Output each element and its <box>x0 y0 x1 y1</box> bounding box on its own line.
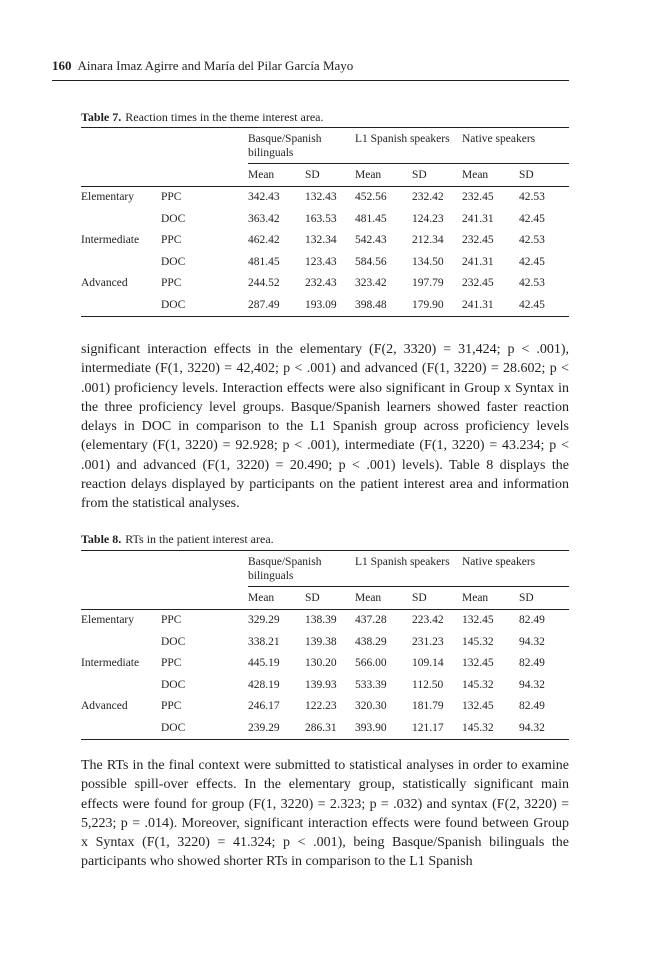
value-cell: 109.14 <box>412 657 444 669</box>
value-cell: 232.42 <box>412 191 444 203</box>
value-cell: 42.53 <box>519 234 545 246</box>
value-cell: 342.43 <box>248 191 280 203</box>
table8-subheader: SD <box>412 587 462 610</box>
value-cell: 452.56 <box>355 191 387 203</box>
body-paragraph-1 <box>81 340 569 514</box>
value-cell: 246.17 <box>248 700 280 712</box>
value-cell: 138.39 <box>305 614 337 626</box>
value-cell: 323.42 <box>355 277 387 289</box>
value-cell: 398.48 <box>355 295 412 317</box>
level-cell: Advanced <box>81 700 128 712</box>
value-cell: 320.30 <box>355 700 387 712</box>
level-cell: Intermediate <box>81 234 140 246</box>
value-cell: 239.29 <box>248 718 305 740</box>
value-cell: 542.43 <box>355 234 387 246</box>
condition-cell: DOC <box>161 255 186 268</box>
header-rule <box>52 80 569 81</box>
level-cell <box>81 718 161 740</box>
condition-cell: PPC <box>161 657 182 669</box>
value-cell: 584.56 <box>355 255 387 268</box>
value-cell: 393.90 <box>355 718 412 740</box>
value-cell: 82.49 <box>519 657 545 669</box>
value-cell: 42.45 <box>519 212 545 225</box>
value-cell: 287.49 <box>248 295 305 317</box>
table8-subheader: Mean <box>355 587 412 610</box>
value-cell: 231.23 <box>412 635 444 648</box>
table7-caption <box>81 110 324 124</box>
value-cell: 566.00 <box>355 657 387 669</box>
value-cell: 462.42 <box>248 234 280 246</box>
table8 <box>81 550 569 740</box>
value-cell: 232.43 <box>305 277 337 289</box>
level-cell <box>81 295 161 317</box>
table7-subheader: Mean <box>248 164 305 187</box>
value-cell: 163.53 <box>305 212 337 225</box>
level-cell <box>81 675 161 697</box>
value-cell: 145.32 <box>462 635 494 648</box>
table7-row <box>81 187 569 209</box>
value-cell: 94.32 <box>519 678 545 691</box>
value-cell: 197.79 <box>412 277 444 289</box>
running-header <box>52 58 569 74</box>
table8-row <box>81 696 569 718</box>
table8-row <box>81 610 569 632</box>
value-cell: 132.45 <box>462 657 494 669</box>
table8-row <box>81 653 569 675</box>
value-cell: 533.39 <box>355 678 387 691</box>
value-cell: 42.45 <box>519 295 569 317</box>
table8-subheader: Mean <box>248 587 305 610</box>
value-cell: 223.42 <box>412 614 444 626</box>
table7-caption-text: Reaction times in the theme interest area. <box>125 110 324 124</box>
value-cell: 232.45 <box>462 191 494 203</box>
condition-cell: PPC <box>161 191 182 203</box>
value-cell: 481.45 <box>355 212 387 225</box>
value-cell: 82.49 <box>519 700 545 712</box>
table7-row <box>81 252 569 274</box>
page-number: 160 <box>52 58 72 73</box>
condition-cell: PPC <box>161 700 182 712</box>
value-cell: 134.50 <box>412 255 444 268</box>
table8-subheader-row <box>81 587 569 610</box>
value-cell: 123.43 <box>305 255 337 268</box>
value-cell: 329.29 <box>248 614 280 626</box>
value-cell: 122.23 <box>305 700 337 712</box>
level-cell: Intermediate <box>81 657 140 669</box>
value-cell: 42.45 <box>519 255 545 268</box>
value-cell: 132.45 <box>462 700 494 712</box>
table8-label: Table 8. <box>81 532 122 546</box>
table7-subheader: SD <box>519 164 569 187</box>
table7-label: Table 7. <box>81 110 122 124</box>
table7-group-header-row <box>81 128 569 164</box>
table7-subheader: SD <box>412 164 462 187</box>
table7-group-header: Native speakers <box>462 128 569 164</box>
value-cell: 124.23 <box>412 212 444 225</box>
value-cell: 121.17 <box>412 718 462 740</box>
table8-subheader: SD <box>305 587 355 610</box>
table8-row <box>81 675 569 697</box>
table8-group-header-row <box>81 551 569 587</box>
table7-subheader: Mean <box>462 164 519 187</box>
level-cell <box>81 632 161 654</box>
table8-group-header: Native speakers <box>462 551 569 587</box>
level-cell: Elementary <box>81 191 135 203</box>
body-paragraph-2 <box>81 756 569 872</box>
value-cell: 232.45 <box>462 277 494 289</box>
condition-cell: PPC <box>161 614 182 626</box>
table8-group-header: L1 Spanish speakers <box>355 551 462 587</box>
value-cell: 42.53 <box>519 191 545 203</box>
condition-cell: PPC <box>161 277 182 289</box>
value-cell: 437.28 <box>355 614 387 626</box>
value-cell: 481.45 <box>248 255 280 268</box>
value-cell: 241.31 <box>462 212 494 225</box>
value-cell: 363.42 <box>248 212 280 225</box>
value-cell: 241.31 <box>462 255 494 268</box>
table8-row <box>81 718 569 740</box>
value-cell: 132.43 <box>305 191 337 203</box>
table7-group-header: Basque/Spanish bilinguals <box>248 128 355 164</box>
value-cell: 130.20 <box>305 657 337 669</box>
running-header-authors: Ainara Imaz Agirre and María del Pilar García Mayo <box>77 58 354 73</box>
value-cell: 139.38 <box>305 635 337 648</box>
level-cell <box>81 252 161 274</box>
value-cell: 132.34 <box>305 234 337 246</box>
value-cell: 145.32 <box>462 678 494 691</box>
table7-row <box>81 295 569 317</box>
table7-group-header: L1 Spanish speakers <box>355 128 462 164</box>
condition-cell: DOC <box>161 718 248 740</box>
value-cell: 139.93 <box>305 678 337 691</box>
condition-cell: DOC <box>161 635 186 648</box>
condition-cell: DOC <box>161 295 248 317</box>
value-cell: 212.34 <box>412 234 444 246</box>
value-cell: 179.90 <box>412 295 462 317</box>
value-cell: 193.09 <box>305 295 355 317</box>
condition-cell: DOC <box>161 678 186 691</box>
body-paragraph-1-text: significant interaction effects in the elementary (F(2, 3320) = 31,424; p < .001), intermediate (F(1, 3220) = 42,402; p < .001) and advanced (F(1, 3220) = 28.602; p < .001) proficiency levels. Interaction effects were also significant in Group x Syntax in the three proficiency level groups. Basque/Spanish learners showed faster reaction delays in DOC in comparison to the L1 Spanish group across proficiency levels (elementary (F(1, 3220) = 92.928; p < .001), intermediate (F(1, 3220) = 43.234; p < .001) and advanced (F(1, 3220) = 20.490; p < .001) levels). Table 8 displays the reaction delays displayed by participants on the patient interest area and information from the statistical analyses. <box>81 342 569 512</box>
table7-subheader: SD <box>305 164 355 187</box>
level-cell: Advanced <box>81 277 128 289</box>
condition-cell: PPC <box>161 234 182 246</box>
table8-group-header: Basque/Spanish bilinguals <box>248 551 355 587</box>
value-cell: 445.19 <box>248 657 280 669</box>
value-cell: 428.19 <box>248 678 280 691</box>
value-cell: 132.45 <box>462 614 494 626</box>
table7 <box>81 127 569 317</box>
value-cell: 94.32 <box>519 635 545 648</box>
value-cell: 181.79 <box>412 700 444 712</box>
value-cell: 438.29 <box>355 635 387 648</box>
condition-cell: DOC <box>161 212 186 225</box>
value-cell: 241.31 <box>462 295 519 317</box>
table7-row <box>81 273 569 295</box>
table8-caption-text: RTs in the patient interest area. <box>125 532 274 546</box>
value-cell: 286.31 <box>305 718 355 740</box>
level-cell: Elementary <box>81 614 135 626</box>
table8-caption <box>81 532 274 546</box>
value-cell: 145.32 <box>462 718 519 740</box>
value-cell: 338.21 <box>248 635 280 648</box>
table7-row <box>81 209 569 231</box>
value-cell: 112.50 <box>412 678 444 691</box>
value-cell: 82.49 <box>519 614 545 626</box>
value-cell: 94.32 <box>519 718 569 740</box>
value-cell: 232.45 <box>462 234 494 246</box>
table7-subheader: Mean <box>355 164 412 187</box>
body-paragraph-2-text: The RTs in the final context were submitted to statistical analyses in order to examine possible spill-over effects. In the elementary group, statistically significant main effects were found for group (F(1, 3220) = 2.323; p = .032) and syntax (F(2, 3220) = 5,223; p = .014). Moreover, significant interaction effects were found between Group x Syntax (F(1, 3220) = 41.324; p < .001), being Basque/Spanish bilinguals the participants who showed shorter RTs in comparison to the L1 Spanish <box>81 758 569 870</box>
level-cell <box>81 209 161 231</box>
table7-row <box>81 230 569 252</box>
value-cell: 244.52 <box>248 277 280 289</box>
table7-subheader-row <box>81 164 569 187</box>
value-cell: 42.53 <box>519 277 545 289</box>
table8-row <box>81 632 569 654</box>
table8-subheader: SD <box>519 587 569 610</box>
table8-subheader: Mean <box>462 587 519 610</box>
